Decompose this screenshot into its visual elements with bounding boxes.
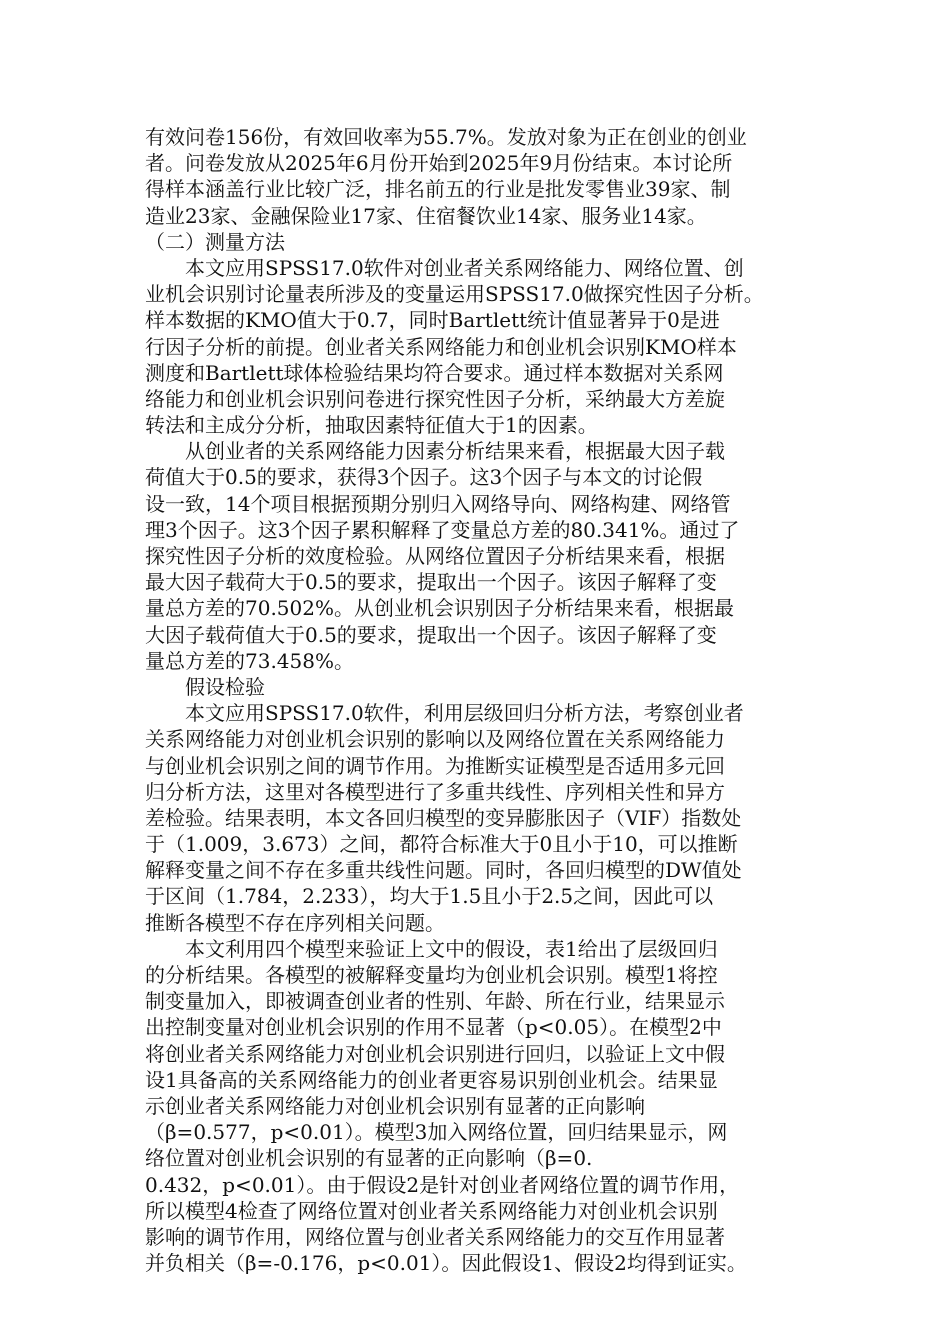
body-text — [145, 124, 825, 1276]
text-line: 最大因子载荷大于0.5的要求，提取出一个因子。该因子解释了变 — [145, 570, 717, 595]
text-line: （β=0.577，p<0.01）。模型3加入网络位置，回归结果显示，网 — [145, 1120, 728, 1145]
text-line: 转法和主成分分析，抽取因素特征值大于1的因素。 — [145, 413, 598, 438]
text-line: 归分析方法，这里对各模型进行了多重共线性、序列相关性和异方 — [145, 779, 725, 804]
text-line: 大因子载荷值大于0.5的要求，提取出一个因子。该因子解释了变 — [145, 622, 717, 647]
text-line: 络位置对创业机会识别的有显著的正向影响（β=0. — [145, 1146, 593, 1171]
text-line: 差检验。结果表明，本文各回归模型的变异膨胀因子（VIF）指数处 — [145, 805, 742, 830]
text-line: 得样本涵盖行业比较广泛，排名前五的行业是批发零售业39家、制 — [145, 177, 731, 202]
text-line: 荷值大于0.5的要求，获得3个因子。这3个因子与本文的讨论假 — [145, 465, 703, 490]
text-line: 出控制变量对创业机会识别的作用不显著（p<0.05）。在模型2中 — [145, 1015, 722, 1040]
text-line: 并负相关（β=-0.176，p<0.01）。因此假设1、假设2均得到证实。 — [145, 1251, 747, 1276]
text-line: 本文利用四个模型来验证上文中的假设，表1给出了层级回归 — [185, 936, 718, 961]
text-line: 与创业机会识别之间的调节作用。为推断实证模型是否适用多元回 — [145, 753, 725, 778]
text-line: 业机会识别讨论量表所涉及的变量运用SPSS17.0做探究性因子分析。 — [145, 282, 764, 307]
text-line: 的分析结果。各模型的被解释变量均为创业机会识别。模型1将控 — [145, 963, 718, 987]
text-line: 测度和Bartlett球体检验结果均符合要求。通过样本数据对关系网 — [145, 360, 724, 385]
text-line: 0.432，p<0.01）。由于假设2是针对创业者网络位置的调节作用， — [145, 1172, 740, 1197]
text-line: 量总方差的70.502%。从创业机会识别因子分析结果来看，根据最 — [145, 596, 734, 621]
text-line: 将创业者关系网络能力对创业机会识别进行回归，以验证上文中假 — [145, 1041, 725, 1066]
text-line: 量总方差的73.458%。 — [145, 648, 354, 673]
text-line: 示创业者关系网络能力对创业机会识别有显著的正向影响 — [145, 1093, 645, 1118]
text-line: 理3个因子。这3个因子累积解释了变量总方差的80.341%。通过了 — [145, 517, 740, 542]
text-line: 设一致，14个项目根据预期分别归入网络导向、网络构建、网络管 — [145, 491, 731, 516]
text-line: （二）测量方法 — [145, 229, 285, 254]
text-line: 制变量加入，即被调查创业者的性别、年龄、所在行业，结果显示 — [145, 989, 725, 1014]
text-line: 假设检验 — [185, 674, 265, 699]
text-line: 推断各模型不存在序列相关问题。 — [145, 910, 445, 935]
text-line: 本文应用SPSS17.0软件，利用层级回归分析方法，考察创业者 — [185, 701, 744, 726]
text-line: 关系网络能力对创业机会识别的影响以及网络位置在关系网络能力 — [145, 727, 725, 752]
text-line: 探究性因子分析的效度检验。从网络位置因子分析结果来看，根据 — [145, 544, 725, 568]
text-line: 络能力和创业机会识别问卷进行探究性因子分析，采纳最大方差旋 — [145, 386, 725, 411]
text-line: 于（1.009，3.673）之间，都符合标准大于0且小于10，可以推断 — [145, 832, 738, 857]
text-line: 行因子分析的前提。创业者关系网络能力和创业机会识别KMO样本 — [145, 334, 737, 359]
text-line: 者。问卷发放从2025年6月份开始到2025年9月份结束。本讨论所 — [145, 151, 733, 176]
text-line: 造业23家、金融保险业17家、住宿餐饮业14家、服务业14家。 — [145, 203, 707, 228]
text-line: 设1具备高的关系网络能力的创业者更容易识别创业机会。结果显 — [145, 1067, 718, 1092]
text-line: 于区间（1.784，2.233），均大于1.5且小于2.5之间，因此可以 — [145, 884, 714, 909]
text-line: 影响的调节作用，网络位置与创业者关系网络能力的交互作用显著 — [145, 1224, 725, 1249]
text-line: 样本数据的KMO值大于0.7，同时Bartlett统计值显著异于0是进 — [145, 308, 720, 333]
text-line: 有效问卷156份，有效回收率为55.7%。发放对象为正在创业的创业 — [145, 125, 747, 149]
text-line: 本文应用SPSS17.0软件对创业者关系网络能力、网络位置、创 — [185, 255, 744, 280]
text-line: 从创业者的关系网络能力因素分析结果来看，根据最大因子载 — [185, 439, 725, 464]
text-line: 所以模型4检查了网络位置对创业者关系网络能力对创业机会识别 — [145, 1198, 718, 1223]
text-line: 解释变量之间不存在多重共线性问题。同时，各回归模型的DW值处 — [145, 858, 742, 883]
